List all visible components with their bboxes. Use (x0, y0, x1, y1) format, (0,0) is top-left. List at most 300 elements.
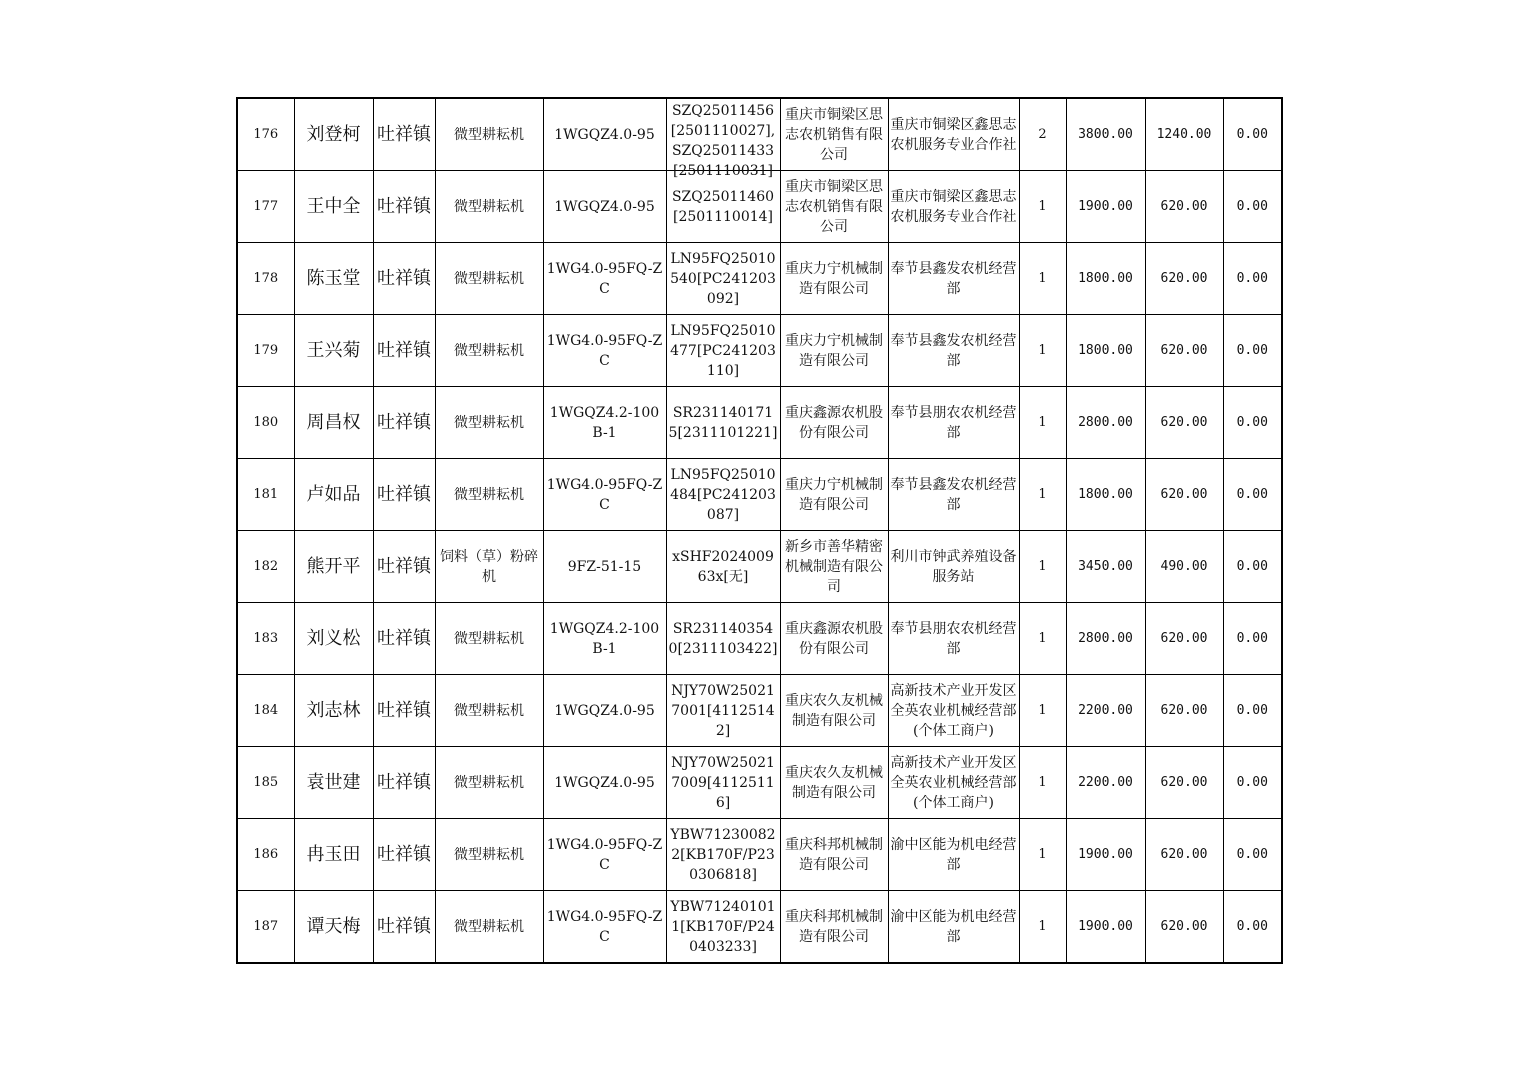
row-number-cell (237, 603, 294, 675)
farmer-name: 熊开平 (306, 555, 361, 577)
manufacturer-cell (780, 243, 888, 315)
table-row (237, 747, 1282, 819)
machine-type-cell (435, 171, 543, 243)
extra-amount: 0.00 (1236, 558, 1268, 574)
town-cell (373, 891, 435, 964)
serial-number: YBW712300822[KB170F/P230306818] (670, 826, 776, 883)
serial-number-cell (666, 531, 780, 603)
quantity-cell (1019, 747, 1066, 819)
table-row (237, 603, 1282, 675)
town-cell (373, 675, 435, 747)
serial-number: YBW712401011[KB170F/P240403233] (670, 898, 776, 955)
extra-amount-cell (1223, 243, 1282, 315)
farmer-name-cell (294, 98, 373, 171)
quantity: 1 (1038, 342, 1047, 358)
machine-model-cell (543, 387, 666, 459)
subsidy-amount-cell (1145, 891, 1223, 964)
row-number-cell (237, 819, 294, 891)
serial-number-cell (666, 243, 780, 315)
machine-model-cell (543, 891, 666, 964)
extra-amount-cell (1223, 891, 1282, 964)
extra-amount-cell (1223, 387, 1282, 459)
farmer-name-cell (294, 387, 373, 459)
manufacturer-cell (780, 315, 888, 387)
extra-amount-cell (1223, 459, 1282, 531)
farmer-name: 袁世建 (306, 771, 361, 793)
subsidy-amount-cell (1145, 747, 1223, 819)
sale-price: 3800.00 (1078, 126, 1133, 142)
subsidy-amount-cell (1145, 387, 1223, 459)
machine-type: 微型耕耘机 (454, 270, 524, 287)
serial-number: xSHF202400963x[无] (672, 548, 774, 585)
dealer-cell (888, 459, 1019, 531)
table-row (237, 459, 1282, 531)
row-number: 181 (253, 486, 279, 502)
town-cell (373, 171, 435, 243)
serial-number-cell (666, 747, 780, 819)
quantity: 1 (1038, 630, 1047, 646)
row-number-cell (237, 531, 294, 603)
machine-type: 微型耕耘机 (454, 918, 524, 935)
sale-price-cell (1066, 98, 1145, 171)
table-row (237, 675, 1282, 747)
sale-price: 1900.00 (1078, 846, 1133, 862)
dealer: 重庆市铜梁区鑫思志农机服务专业合作社 (890, 188, 1017, 225)
extra-amount: 0.00 (1236, 342, 1268, 358)
serial-number: LN95FQ25010540[PC241203092] (670, 250, 776, 307)
quantity-cell (1019, 531, 1066, 603)
serial-number: SZQ25011460[2501110014] (671, 188, 775, 225)
machine-type-cell (435, 891, 543, 964)
dealer: 利川市钟武养殖设备服务站 (890, 548, 1017, 585)
town-cell (373, 459, 435, 531)
row-number: 179 (253, 342, 279, 358)
sale-price-cell (1066, 171, 1145, 243)
manufacturer-cell (780, 819, 888, 891)
quantity: 1 (1038, 558, 1047, 574)
row-number: 185 (253, 774, 279, 790)
dealer-cell (888, 98, 1019, 171)
quantity-cell (1019, 459, 1066, 531)
machine-model: 1WGQZ4.0-95 (554, 126, 655, 143)
extra-amount: 0.00 (1236, 846, 1268, 862)
row-number-cell (237, 459, 294, 531)
farmer-name: 陈玉堂 (306, 267, 361, 289)
farmer-name-cell (294, 315, 373, 387)
quantity-cell (1019, 171, 1066, 243)
machine-type: 微型耕耘机 (454, 702, 524, 719)
manufacturer-cell (780, 603, 888, 675)
town: 吐祥镇 (377, 555, 431, 577)
machine-type-cell (435, 747, 543, 819)
town-cell (373, 531, 435, 603)
subsidy-amount: 1240.00 (1156, 126, 1212, 142)
table-row (237, 243, 1282, 315)
farmer-name-cell (294, 243, 373, 315)
sale-price-cell (1066, 747, 1145, 819)
table-row (237, 819, 1282, 891)
quantity-cell (1019, 891, 1066, 964)
farmer-name: 王中全 (306, 195, 361, 217)
dealer: 奉节县朋农农机经营部 (890, 620, 1017, 657)
sale-price: 2200.00 (1078, 702, 1133, 718)
machine-model-cell (543, 315, 666, 387)
town: 吐祥镇 (377, 339, 431, 361)
subsidy-amount-cell (1145, 819, 1223, 891)
sale-price-cell (1066, 459, 1145, 531)
machine-model-cell (543, 98, 666, 171)
subsidy-amount: 620.00 (1160, 846, 1208, 862)
quantity-cell (1019, 675, 1066, 747)
extra-amount-cell (1223, 675, 1282, 747)
farmer-name: 王兴菊 (306, 339, 361, 361)
sale-price-cell (1066, 315, 1145, 387)
town: 吐祥镇 (377, 411, 431, 433)
subsidy-amount-cell (1145, 603, 1223, 675)
machine-type-cell (435, 315, 543, 387)
farmer-name: 谭天梅 (306, 915, 361, 937)
row-number: 180 (253, 414, 279, 430)
farmer-name: 冉玉田 (306, 843, 361, 865)
sale-price: 1900.00 (1078, 918, 1133, 934)
quantity: 1 (1038, 702, 1047, 718)
dealer-cell (888, 243, 1019, 315)
manufacturer: 重庆市铜梁区思志农机销售有限公司 (785, 106, 883, 163)
sale-price: 1800.00 (1078, 270, 1133, 286)
town-cell (373, 603, 435, 675)
dealer-cell (888, 315, 1019, 387)
machine-type: 微型耕耘机 (454, 774, 524, 791)
dealer-cell (888, 531, 1019, 603)
subsidy-amount: 620.00 (1160, 630, 1208, 646)
machine-model: 1WG4.0-95FQ-ZC (546, 260, 663, 297)
manufacturer: 重庆力宁机械制造有限公司 (785, 332, 883, 369)
extra-amount-cell (1223, 171, 1282, 243)
row-number-cell (237, 747, 294, 819)
dealer: 奉节县鑫发农机经营部 (890, 476, 1017, 513)
sale-price-cell (1066, 531, 1145, 603)
row-number: 182 (253, 558, 279, 574)
town-cell (373, 98, 435, 171)
sale-price: 2200.00 (1078, 774, 1133, 790)
row-number: 176 (253, 126, 279, 142)
dealer-cell (888, 675, 1019, 747)
quantity: 1 (1038, 918, 1047, 934)
town-cell (373, 387, 435, 459)
extra-amount: 0.00 (1236, 918, 1268, 934)
dealer: 奉节县鑫发农机经营部 (890, 260, 1017, 297)
town: 吐祥镇 (377, 627, 431, 649)
machine-model-cell (543, 747, 666, 819)
extra-amount-cell (1223, 603, 1282, 675)
subsidy-amount: 620.00 (1160, 486, 1208, 502)
table-row (237, 387, 1282, 459)
serial-number-cell (666, 675, 780, 747)
manufacturer: 重庆农久友机械制造有限公司 (785, 764, 883, 801)
machine-model-cell (543, 603, 666, 675)
machine-model: 1WG4.0-95FQ-ZC (546, 476, 663, 513)
extra-amount-cell (1223, 315, 1282, 387)
subsidy-amount: 620.00 (1160, 918, 1208, 934)
serial-number: LN95FQ25010484[PC241203087] (670, 466, 776, 523)
subsidy-table (236, 97, 1283, 964)
serial-number-cell (666, 819, 780, 891)
extra-amount: 0.00 (1236, 198, 1268, 214)
quantity-cell (1019, 243, 1066, 315)
dealer-cell (888, 171, 1019, 243)
serial-number: NJY70W250217009[41125116] (671, 754, 775, 811)
sale-price-cell (1066, 891, 1145, 964)
town: 吐祥镇 (377, 699, 431, 721)
manufacturer: 重庆鑫源农机股份有限公司 (785, 620, 883, 657)
subsidy-amount-cell (1145, 171, 1223, 243)
sale-price: 2800.00 (1078, 414, 1133, 430)
serial-number-cell (666, 387, 780, 459)
town: 吐祥镇 (377, 771, 431, 793)
town: 吐祥镇 (377, 915, 431, 937)
manufacturer: 重庆力宁机械制造有限公司 (785, 260, 883, 297)
table-row (237, 171, 1282, 243)
extra-amount: 0.00 (1236, 270, 1268, 286)
table-row (237, 891, 1282, 964)
sale-price-cell (1066, 603, 1145, 675)
subsidy-amount: 620.00 (1160, 414, 1208, 430)
manufacturer-cell (780, 387, 888, 459)
farmer-name-cell (294, 531, 373, 603)
serial-number-cell (666, 891, 780, 964)
dealer-cell (888, 603, 1019, 675)
dealer: 高新技术产业开发区全英农业机械经营部(个体工商户) (890, 754, 1017, 811)
extra-amount-cell (1223, 531, 1282, 603)
machine-model-cell (543, 819, 666, 891)
town: 吐祥镇 (377, 123, 431, 145)
machine-model-cell (543, 171, 666, 243)
extra-amount: 0.00 (1236, 414, 1268, 430)
serial-number: NJY70W250217001[41125142] (671, 682, 775, 739)
quantity-cell (1019, 315, 1066, 387)
town-cell (373, 243, 435, 315)
dealer-cell (888, 387, 1019, 459)
row-number-cell (237, 891, 294, 964)
machine-type-cell (435, 531, 543, 603)
dealer: 奉节县鑫发农机经营部 (890, 332, 1017, 369)
extra-amount-cell (1223, 819, 1282, 891)
machine-type: 微型耕耘机 (454, 342, 524, 359)
manufacturer-cell (780, 675, 888, 747)
row-number-cell (237, 171, 294, 243)
machine-model: 1WGQZ4.0-95 (554, 774, 655, 791)
manufacturer-cell (780, 171, 888, 243)
machine-model: 1WGQZ4.0-95 (554, 198, 655, 215)
subsidy-amount-cell (1145, 98, 1223, 171)
extra-amount-cell (1223, 98, 1282, 171)
machine-type: 微型耕耘机 (454, 414, 524, 431)
sale-price-cell (1066, 819, 1145, 891)
farmer-name-cell (294, 603, 373, 675)
machine-model-cell (543, 243, 666, 315)
extra-amount: 0.00 (1236, 630, 1268, 646)
row-number: 183 (253, 630, 279, 646)
machine-type-cell (435, 243, 543, 315)
machine-type: 微型耕耘机 (454, 486, 524, 503)
quantity-cell (1019, 819, 1066, 891)
manufacturer: 重庆力宁机械制造有限公司 (785, 476, 883, 513)
table-row (237, 315, 1282, 387)
quantity: 1 (1038, 198, 1047, 214)
extra-amount: 0.00 (1236, 486, 1268, 502)
manufacturer-cell (780, 459, 888, 531)
dealer: 重庆市铜梁区鑫思志农机服务专业合作社 (890, 116, 1017, 153)
farmer-name-cell (294, 891, 373, 964)
sale-price-cell (1066, 243, 1145, 315)
sale-price-cell (1066, 387, 1145, 459)
machine-type-cell (435, 603, 543, 675)
quantity-cell (1019, 603, 1066, 675)
farmer-name: 刘义松 (306, 627, 361, 649)
farmer-name-cell (294, 819, 373, 891)
row-number: 187 (253, 918, 279, 934)
machine-type-cell (435, 98, 543, 171)
manufacturer-cell (780, 891, 888, 964)
machine-type-cell (435, 819, 543, 891)
row-number-cell (237, 387, 294, 459)
quantity: 1 (1038, 846, 1047, 862)
town: 吐祥镇 (377, 267, 431, 289)
machine-type-cell (435, 675, 543, 747)
manufacturer: 重庆科邦机械制造有限公司 (785, 836, 883, 873)
farmer-name-cell (294, 675, 373, 747)
machine-type: 微型耕耘机 (454, 846, 524, 863)
machine-model-cell (543, 459, 666, 531)
farmer-name: 刘志林 (306, 699, 361, 721)
row-number: 178 (253, 270, 279, 286)
manufacturer: 重庆农久友机械制造有限公司 (785, 692, 883, 729)
subsidy-amount-cell (1145, 459, 1223, 531)
dealer: 渝中区能为机电经营部 (890, 836, 1017, 873)
manufacturer: 重庆科邦机械制造有限公司 (785, 908, 883, 945)
row-number-cell (237, 675, 294, 747)
machine-model: 1WG4.0-95FQ-ZC (546, 836, 663, 873)
extra-amount-cell (1223, 747, 1282, 819)
table-row (237, 98, 1282, 171)
sale-price-cell (1066, 675, 1145, 747)
manufacturer-cell (780, 747, 888, 819)
farmer-name: 卢如品 (306, 483, 361, 505)
subsidy-amount: 620.00 (1160, 774, 1208, 790)
serial-number: SR2311401715[2311101221] (668, 404, 778, 441)
subsidy-amount-cell (1145, 675, 1223, 747)
row-number-cell (237, 243, 294, 315)
dealer-cell (888, 819, 1019, 891)
dealer-cell (888, 891, 1019, 964)
machine-type-cell (435, 387, 543, 459)
subsidy-amount: 620.00 (1160, 270, 1208, 286)
town-cell (373, 315, 435, 387)
quantity: 1 (1038, 414, 1047, 430)
manufacturer: 重庆市铜梁区思志农机销售有限公司 (785, 178, 883, 235)
quantity: 1 (1038, 486, 1047, 502)
subsidy-amount: 490.00 (1160, 558, 1208, 574)
sale-price: 1800.00 (1078, 342, 1133, 358)
machine-model: 1WGQZ4.0-95 (554, 702, 655, 719)
serial-number: SR2311403540[2311103422] (668, 620, 778, 657)
extra-amount: 0.00 (1236, 126, 1268, 142)
extra-amount: 0.00 (1236, 702, 1268, 718)
quantity: 1 (1038, 774, 1047, 790)
sale-price: 2800.00 (1078, 630, 1133, 646)
serial-number-cell (666, 171, 780, 243)
sale-price: 1900.00 (1078, 198, 1133, 214)
row-number: 186 (253, 846, 279, 862)
dealer-cell (888, 747, 1019, 819)
subsidy-amount: 620.00 (1160, 342, 1208, 358)
town: 吐祥镇 (377, 843, 431, 865)
quantity-cell (1019, 98, 1066, 171)
row-number-cell (237, 98, 294, 171)
manufacturer-cell (780, 531, 888, 603)
row-number-cell (237, 315, 294, 387)
quantity: 1 (1038, 270, 1047, 286)
row-number: 177 (253, 198, 279, 214)
subsidy-amount-cell (1145, 315, 1223, 387)
table-row (237, 531, 1282, 603)
machine-model: 1WG4.0-95FQ-ZC (546, 908, 663, 945)
dealer: 高新技术产业开发区全英农业机械经营部(个体工商户) (890, 682, 1017, 739)
sale-price: 1800.00 (1078, 486, 1133, 502)
farmer-name-cell (294, 171, 373, 243)
town: 吐祥镇 (377, 483, 431, 505)
machine-model: 1WG4.0-95FQ-ZC (546, 332, 663, 369)
serial-number: LN95FQ25010477[PC241203110] (670, 322, 776, 379)
extra-amount: 0.00 (1236, 774, 1268, 790)
farmer-name-cell (294, 459, 373, 531)
serial-number: SZQ25011456[2501110027],SZQ25011433[2501110031] (670, 102, 776, 179)
town-cell (373, 747, 435, 819)
farmer-name-cell (294, 747, 373, 819)
machine-model: 1WGQZ4.2-100B-1 (549, 620, 660, 657)
serial-number-cell (666, 98, 780, 179)
machine-type-cell (435, 459, 543, 531)
machine-model-cell (543, 531, 666, 603)
machine-model: 9FZ-51-15 (567, 558, 642, 575)
machine-type: 微型耕耘机 (454, 126, 524, 143)
serial-number-cell (666, 315, 780, 387)
machine-type: 微型耕耘机 (454, 630, 524, 647)
subsidy-amount: 620.00 (1160, 198, 1208, 214)
subsidy-amount-cell (1145, 243, 1223, 315)
manufacturer: 重庆鑫源农机股份有限公司 (785, 404, 883, 441)
town: 吐祥镇 (377, 195, 431, 217)
manufacturer-cell (780, 98, 888, 171)
subsidy-amount: 620.00 (1160, 702, 1208, 718)
machine-model: 1WGQZ4.2-100B-1 (549, 404, 660, 441)
machine-type: 饲料（草）粉碎机 (440, 548, 538, 585)
dealer: 渝中区能为机电经营部 (890, 908, 1017, 945)
quantity-cell (1019, 387, 1066, 459)
serial-number-cell (666, 459, 780, 531)
town-cell (373, 819, 435, 891)
farmer-name: 周昌权 (306, 411, 361, 433)
sale-price: 3450.00 (1078, 558, 1133, 574)
machine-model-cell (543, 675, 666, 747)
row-number: 184 (253, 702, 279, 718)
dealer: 奉节县朋农农机经营部 (890, 404, 1017, 441)
manufacturer: 新乡市善华精密机械制造有限公司 (785, 538, 883, 595)
machine-type: 微型耕耘机 (454, 198, 524, 215)
serial-number-cell (666, 603, 780, 675)
subsidy-amount-cell (1145, 531, 1223, 603)
farmer-name: 刘登柯 (306, 123, 361, 145)
